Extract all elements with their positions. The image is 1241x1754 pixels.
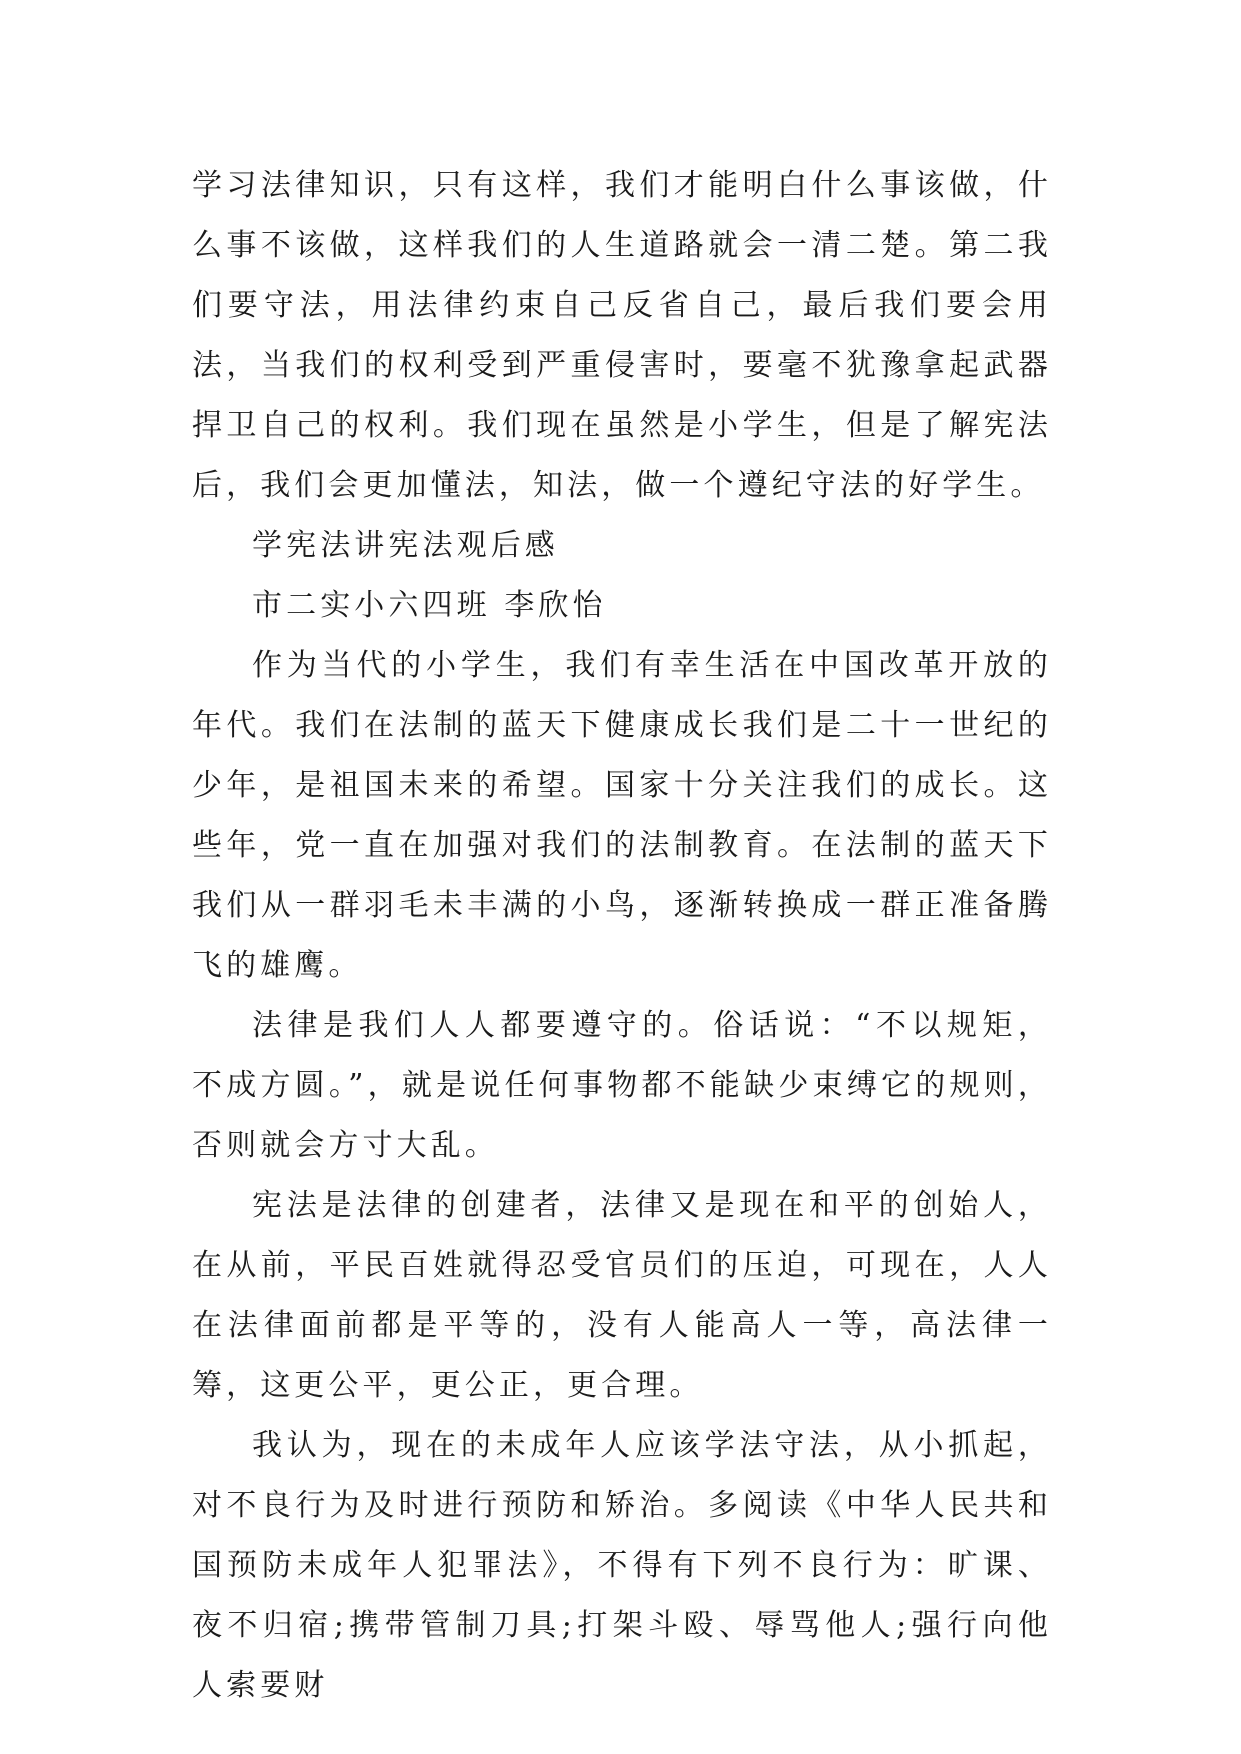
paragraph: 我认为，现在的未成年人应该学法守法，从小抓起，对不良行为及时进行预防和矫治。多阅读《中华人民共和国预防未成年人犯罪法》，不得有下列不良行为：旷课、夜不归宿;携带管制刀具;打架斗殴、辱骂他人;强行向他人索要财 (192, 1428, 1052, 1703)
paragraph: 法律是我们人人都要遵守的。俗话说：“不以规矩，不成方圆。”，就是说任何事物都不能缺少束缚它的规则，否则就会方寸大乱。 (192, 1008, 1052, 1163)
essay-author: 市二实小六四班 李欣怡 (252, 588, 607, 623)
paragraph: 宪法是法律的创建者，法律又是现在和平的创始人，在从前，平民百姓就得忍受官员们的压迫，可现在，人人在法律面前都是平等的，没有人能高人一等，高法律一筹，这更公平，更公正，更合理。 (192, 1188, 1052, 1403)
essay-title: 学宪法讲宪法观后感 (252, 528, 559, 563)
paragraph: 作为当代的小学生，我们有幸生活在中国改革开放的年代。我们在法制的蓝天下健康成长我们是二十一世纪的少年，是祖国未来的希望。国家十分关注我们的成长。这些年，党一直在加强对我们的法制教育。在法制的蓝天下我们从一群羽毛未丰满的小鸟，逐渐转换成一群正准备腾飞的雄鹰。 (192, 648, 1052, 983)
paragraph-continuation: 学习法律知识，只有这样，我们才能明白什么事该做，什么事不该做，这样我们的人生道路就会一清二楚。第二我们要守法，用法律约束自己反省自己，最后我们要会用法，当我们的权利受到严重侵害时，要毫不犹豫拿起武器捍卫自己的权利。我们现在虽然是小学生，但是了解宪法后，我们会更加懂法，知法，做一个遵纪守法的好学生。 (192, 168, 1052, 503)
document-page (192, 156, 1052, 1716)
